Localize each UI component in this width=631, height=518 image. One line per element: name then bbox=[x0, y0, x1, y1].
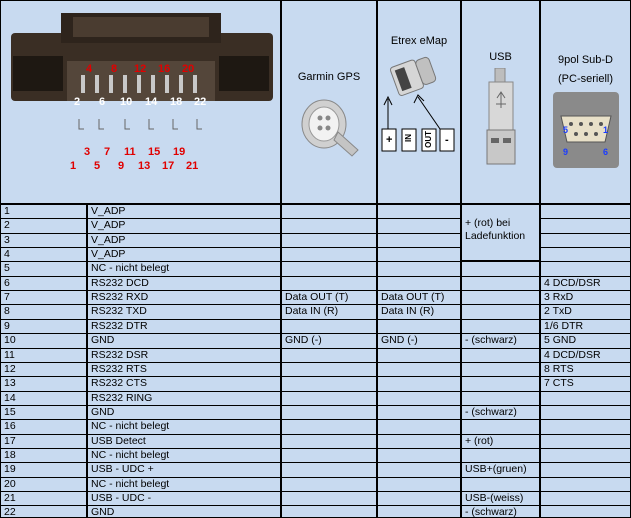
connector-right-ear bbox=[219, 56, 269, 91]
usb-header bbox=[462, 1, 539, 203]
signal-cell: RS232 DTR bbox=[88, 320, 280, 333]
usb-cell: USB-(weiss) bbox=[462, 492, 539, 505]
pin-number-cell: 18 bbox=[1, 449, 86, 462]
garmin-gps-cell bbox=[282, 219, 376, 233]
subd-pin-1: 1 bbox=[603, 125, 609, 135]
etrex-emap-cell bbox=[378, 406, 460, 419]
usb-cell: - (schwarz) bbox=[462, 506, 539, 517]
usb-cell: + (rot) bbox=[462, 435, 539, 448]
etrex-emap-cell bbox=[378, 435, 460, 448]
signal-cell: RS232 RING bbox=[88, 392, 280, 405]
garmin-gps-cell bbox=[282, 449, 376, 462]
garmin-gps-cell: GND (-) bbox=[282, 334, 376, 348]
garmin-gps-cell bbox=[282, 363, 376, 376]
pin-number-cell: 21 bbox=[1, 492, 86, 505]
subd-cell bbox=[541, 406, 630, 419]
subd-cell bbox=[541, 205, 630, 218]
etrex-emap-cell bbox=[378, 234, 460, 247]
pin-number-cell: 20 bbox=[1, 478, 86, 491]
etrex-emap-header bbox=[378, 1, 460, 203]
pin-label-mid: 2 bbox=[74, 96, 81, 108]
etrex-emap-cell: Data OUT (T) bbox=[378, 291, 460, 304]
subd-cell: 3 RxD bbox=[541, 291, 630, 304]
pin-number-cell: 16 bbox=[1, 420, 86, 434]
etrex-emap-title: Etrex eMap bbox=[390, 35, 448, 47]
subd-cell: 4 DCD/DSR bbox=[541, 277, 630, 290]
signal-cell: USB - UDC - bbox=[88, 492, 280, 505]
garmin-plug-icon bbox=[294, 90, 364, 160]
etrex-label-plus: + bbox=[386, 134, 393, 146]
pin-number-cell: 10 bbox=[1, 334, 86, 348]
usb-cell bbox=[462, 320, 539, 333]
signal-cell: GND bbox=[88, 506, 280, 517]
pin-label-odd: 9 bbox=[118, 160, 125, 172]
usb-title: USB bbox=[489, 51, 512, 63]
pin-label-top: 8 bbox=[111, 63, 118, 75]
connector-top-inner bbox=[73, 17, 209, 37]
garmin-gps-cell bbox=[282, 234, 376, 247]
pin-label-top: 12 bbox=[134, 63, 147, 75]
garmin-gps-cell bbox=[282, 492, 376, 505]
usb-cell bbox=[462, 277, 539, 290]
etrex-emap-cell bbox=[378, 492, 460, 505]
signal-cell: NC - nicht belegt bbox=[88, 420, 280, 434]
pin-number-cell: 19 bbox=[1, 463, 86, 477]
signal-cell: V_ADP bbox=[88, 205, 280, 218]
subd-subtitle: (PC-seriell) bbox=[558, 73, 613, 85]
usb-charging-note-cell bbox=[462, 205, 539, 260]
usb-cell bbox=[462, 420, 539, 434]
subd-cell bbox=[541, 449, 630, 462]
pin-number-cell: 11 bbox=[1, 349, 86, 362]
signal-cell: USB Detect bbox=[88, 435, 280, 448]
etrex-emap-cell bbox=[378, 420, 460, 434]
subd-header bbox=[541, 1, 630, 203]
etrex-emap-cell bbox=[378, 248, 460, 261]
pin-label-odd: 7 bbox=[104, 146, 111, 158]
pin-number-cell: 1 bbox=[1, 205, 86, 218]
subd-cell bbox=[541, 262, 630, 276]
garmin-gps-cell bbox=[282, 478, 376, 491]
pin-label-odd: 11 bbox=[124, 146, 136, 158]
signal-cell: RS232 CTS bbox=[88, 377, 280, 391]
pin-label-odd: 1 bbox=[70, 160, 77, 172]
garmin-gps-cell bbox=[282, 435, 376, 448]
subd-cell bbox=[541, 392, 630, 405]
garmin-gps-cell: Data OUT (T) bbox=[282, 291, 376, 304]
pin-number-cell: 3 bbox=[1, 234, 86, 247]
connector-legs bbox=[79, 119, 202, 129]
signal-cell: USB - UDC + bbox=[88, 463, 280, 477]
subd-cell: 7 CTS bbox=[541, 377, 630, 391]
signal-cell: GND bbox=[88, 406, 280, 419]
pin-number-cell: 15 bbox=[1, 406, 86, 419]
subd-cell bbox=[541, 219, 630, 233]
usb-cell: USB+(gruen) bbox=[462, 463, 539, 477]
garmin-gps-cell bbox=[282, 406, 376, 419]
subd-cell bbox=[541, 435, 630, 448]
pin-label-odd: 3 bbox=[84, 146, 91, 158]
signal-cell: RS232 RTS bbox=[88, 363, 280, 376]
garmin-gps-cell bbox=[282, 506, 376, 517]
usb-cell bbox=[462, 392, 539, 405]
signal-cell: NC - nicht belegt bbox=[88, 478, 280, 491]
etrex-emap-cell bbox=[378, 478, 460, 491]
signal-cell: V_ADP bbox=[88, 234, 280, 247]
subd-pin-5: 5 bbox=[563, 125, 569, 135]
signal-cell: RS232 TXD bbox=[88, 305, 280, 319]
signal-cell: V_ADP bbox=[88, 219, 280, 233]
pin-label-odd: 17 bbox=[162, 160, 175, 172]
pin-number-cell: 12 bbox=[1, 363, 86, 376]
etrex-label-in: IN bbox=[404, 134, 413, 142]
garmin-gps-cell bbox=[282, 320, 376, 333]
pin-label-odd: 15 bbox=[148, 146, 161, 158]
pin-label-odd: 5 bbox=[94, 160, 101, 172]
garmin-gps-cell: Data IN (R) bbox=[282, 305, 376, 319]
pin-label-mid: 22 bbox=[194, 96, 207, 108]
signal-cell: RS232 DSR bbox=[88, 349, 280, 362]
pin-label-mid: 14 bbox=[145, 96, 158, 108]
garmin-gps-cell bbox=[282, 463, 376, 477]
etrex-emap-cell bbox=[378, 277, 460, 290]
pin-number-cell: 7 bbox=[1, 291, 86, 304]
garmin-gps-title: Garmin GPS bbox=[297, 71, 361, 83]
subd-cell bbox=[541, 478, 630, 491]
signal-cell: GND bbox=[88, 334, 280, 348]
signal-cell: NC - nicht belegt bbox=[88, 262, 280, 276]
etrex-emap-cell bbox=[378, 506, 460, 517]
etrex-emap-cell bbox=[378, 463, 460, 477]
subd-pin-9: 9 bbox=[563, 147, 569, 157]
usb-cell: - (schwarz) bbox=[462, 334, 539, 348]
etrex-emap-cell bbox=[378, 392, 460, 405]
pin-number-cell: 17 bbox=[1, 435, 86, 448]
etrex-emap-cell bbox=[378, 205, 460, 218]
subd-cell bbox=[541, 506, 630, 517]
subd-cell: 1/6 DTR bbox=[541, 320, 630, 333]
connector-left-ear bbox=[13, 56, 63, 91]
etrex-emap-cell bbox=[378, 219, 460, 233]
etrex-emap-cell bbox=[378, 320, 460, 333]
garmin-gps-cell bbox=[282, 420, 376, 434]
pin-label-top: 4 bbox=[86, 63, 93, 75]
garmin-gps-cell bbox=[282, 392, 376, 405]
usb-cell bbox=[462, 478, 539, 491]
etrex-emap-cell bbox=[378, 363, 460, 376]
pin-number-cell: 13 bbox=[1, 377, 86, 391]
subd-plug-icon bbox=[551, 90, 621, 170]
etrex-label-minus: - bbox=[445, 134, 449, 146]
pin-number-cell: 5 bbox=[1, 262, 86, 276]
usb-charging-note: + (rot) bei Ladefunktion bbox=[465, 217, 526, 242]
garmin-gps-cell bbox=[282, 248, 376, 261]
subd-cell bbox=[541, 492, 630, 505]
connector-illustration bbox=[1, 1, 280, 203]
usb-cell bbox=[462, 377, 539, 391]
subd-cell: 4 DCD/DSR bbox=[541, 349, 630, 362]
garmin-gps-cell bbox=[282, 205, 376, 218]
pin-number-cell: 8 bbox=[1, 305, 86, 319]
usb-cell bbox=[462, 305, 539, 319]
usb-plug-icon bbox=[481, 68, 521, 168]
subd-cell: 5 GND bbox=[541, 334, 630, 348]
pin-number-cell: 4 bbox=[1, 248, 86, 261]
etrex-label-out: OUT bbox=[424, 131, 433, 148]
etrex-emap-cell bbox=[378, 349, 460, 362]
pin-label-odd: 19 bbox=[173, 146, 186, 158]
subd-cell bbox=[541, 248, 630, 261]
subd-cell bbox=[541, 463, 630, 477]
usb-cell bbox=[462, 363, 539, 376]
subd-cell bbox=[541, 420, 630, 434]
usb-cell bbox=[462, 291, 539, 304]
connector-pins bbox=[81, 75, 197, 93]
pin-label-top: 20 bbox=[182, 63, 195, 75]
pin-number-cell: 22 bbox=[1, 506, 86, 517]
garmin-gps-cell bbox=[282, 377, 376, 391]
pin-label-mid: 6 bbox=[99, 96, 106, 108]
pin-label-odd: 21 bbox=[186, 160, 199, 172]
pin-number-cell: 14 bbox=[1, 392, 86, 405]
garmin-gps-cell bbox=[282, 277, 376, 290]
signal-cell: NC - nicht belegt bbox=[88, 449, 280, 462]
etrex-emap-cell bbox=[378, 377, 460, 391]
pin-number-cell: 2 bbox=[1, 219, 86, 233]
usb-cell: - (schwarz) bbox=[462, 406, 539, 419]
etrex-emap-cell bbox=[378, 449, 460, 462]
etrex-plug-icon bbox=[378, 49, 460, 171]
subd-cell bbox=[541, 234, 630, 247]
etrex-emap-cell: Data IN (R) bbox=[378, 305, 460, 319]
etrex-emap-cell: GND (-) bbox=[378, 334, 460, 348]
connector-header-cell bbox=[1, 1, 280, 203]
signal-cell: V_ADP bbox=[88, 248, 280, 261]
pin-label-top: 16 bbox=[158, 63, 171, 75]
garmin-gps-cell bbox=[282, 349, 376, 362]
usb-cell bbox=[462, 449, 539, 462]
pin-label-mid: 18 bbox=[170, 96, 183, 108]
pin-number-cell: 6 bbox=[1, 277, 86, 290]
usb-cell bbox=[462, 349, 539, 362]
pin-label-mid: 10 bbox=[120, 96, 133, 108]
garmin-gps-cell bbox=[282, 262, 376, 276]
subd-cell: 8 RTS bbox=[541, 363, 630, 376]
subd-title: 9pol Sub-D bbox=[557, 54, 614, 66]
etrex-emap-cell bbox=[378, 262, 460, 276]
pin-number-cell: 9 bbox=[1, 320, 86, 333]
subd-cell: 2 TxD bbox=[541, 305, 630, 319]
signal-cell: RS232 RXD bbox=[88, 291, 280, 304]
pin-label-odd: 13 bbox=[138, 160, 151, 172]
garmin-gps-header bbox=[282, 1, 376, 203]
usb-cell bbox=[462, 262, 539, 276]
signal-cell: RS232 DCD bbox=[88, 277, 280, 290]
subd-pin-6: 6 bbox=[603, 147, 609, 157]
